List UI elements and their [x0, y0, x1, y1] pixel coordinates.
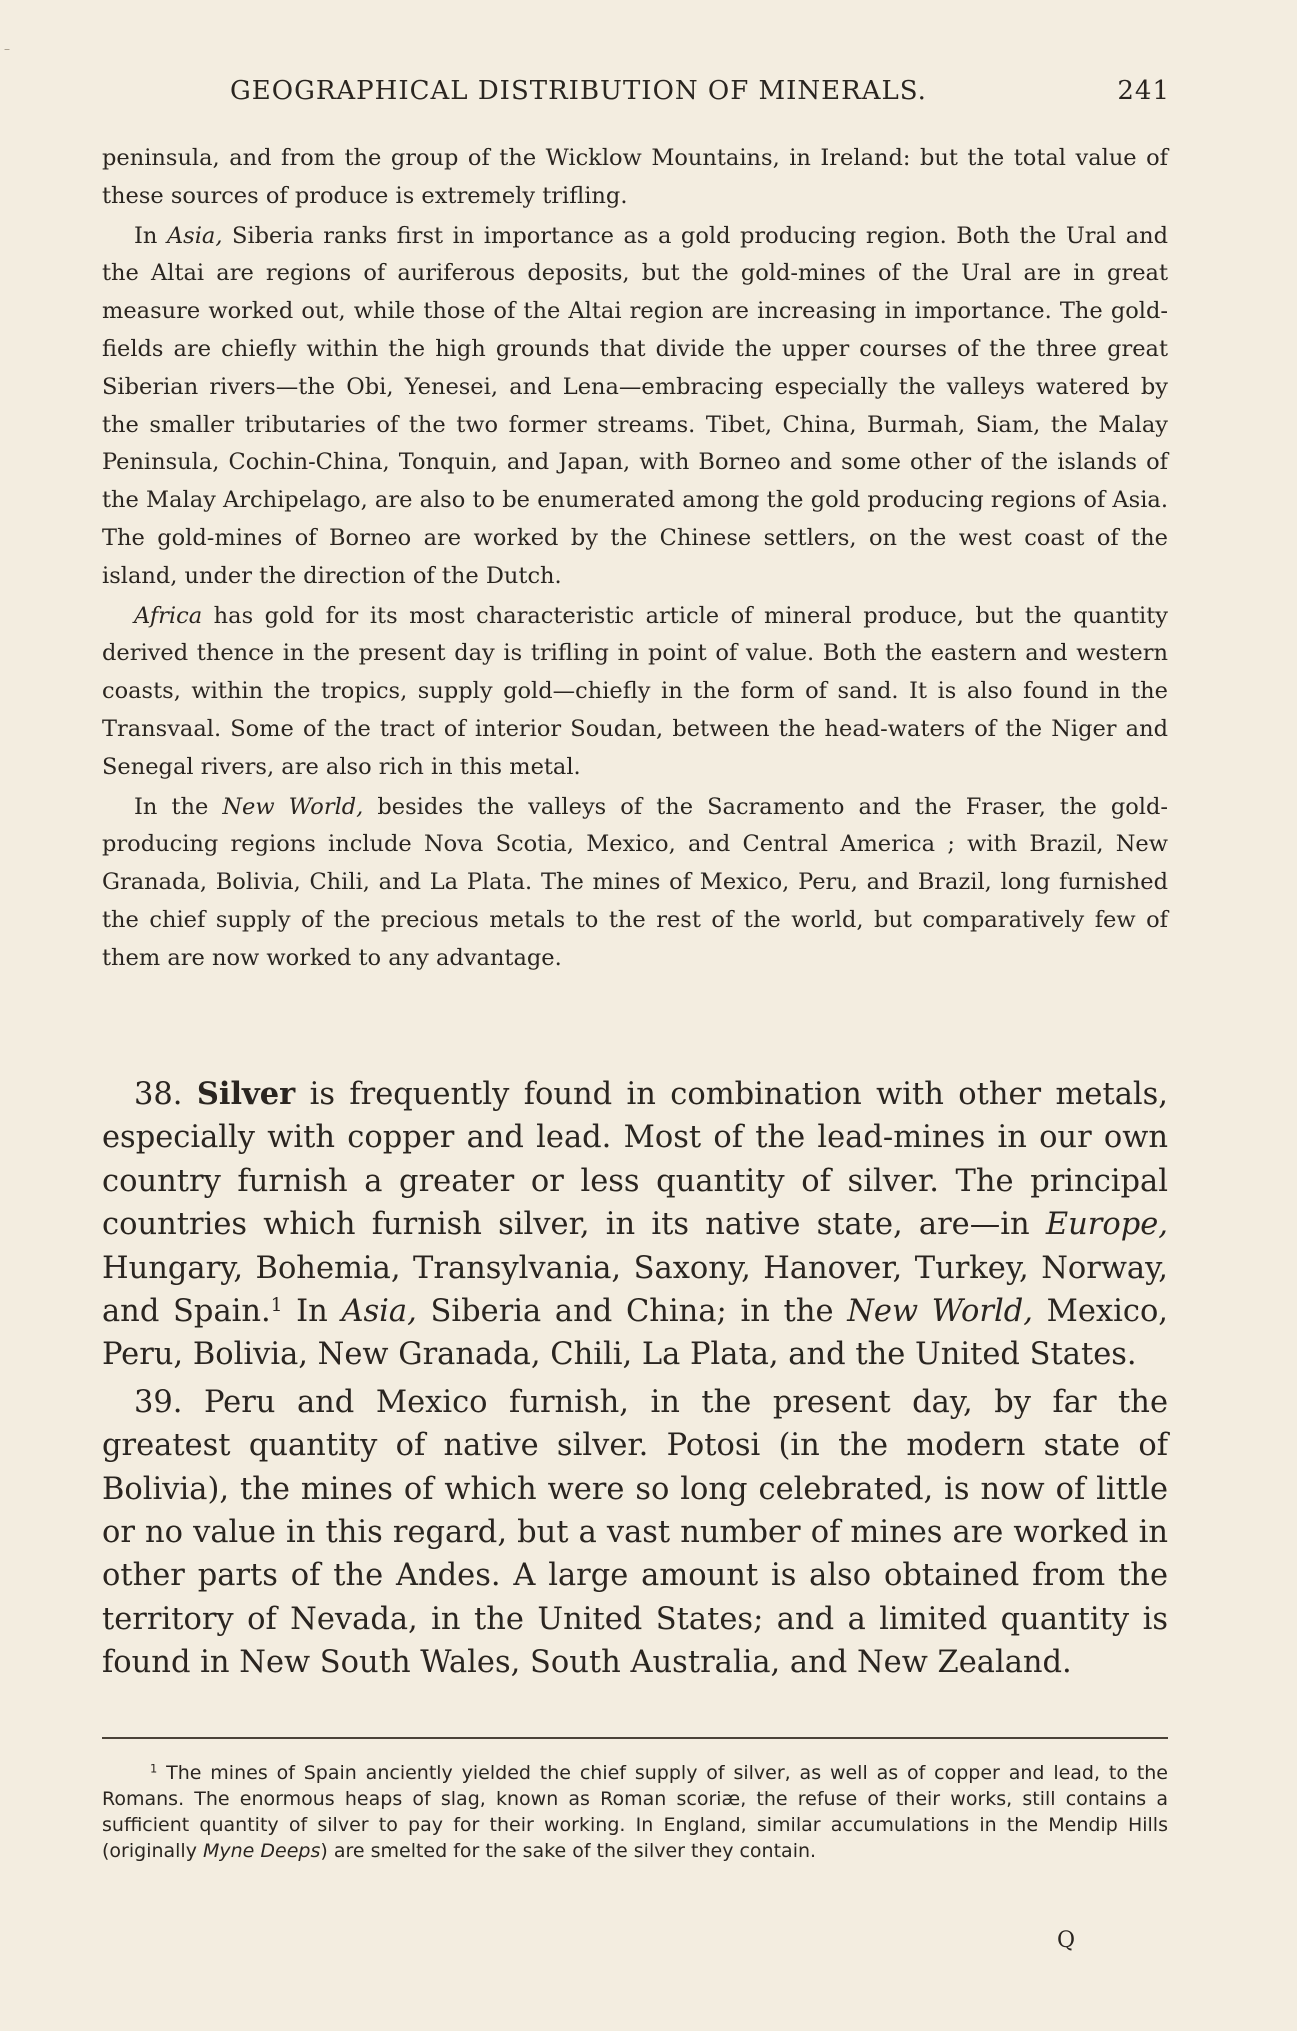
header-title: GEOGRAPHICAL DISTRIBUTION OF MINERALS. [230, 76, 927, 106]
paragraph-new-world: In the New World, besides the valleys of the Sacramento and the Fraser, the gold-producing regions include Nova Scotia, Mexico, and Central America ; with Brazil, New Granada, Bolivia, Chili, and La Plata. The mines of Mexico, Peru, and Brazil, long furnished the chief supply of the precious metals to the rest of the world, but comparatively few of them are now worked to any advantage. [102, 793, 1168, 971]
gold-section [102, 140, 1168, 980]
running-header [230, 76, 1170, 106]
paragraph-europe-continued: peninsula, and from the group of the Wicklow Mountains, in Ireland: but the total value of these sources of produce is extremely trifling. [102, 145, 1168, 209]
footnote-ref: 1 [270, 1294, 283, 1316]
paragraph-africa: Africa has gold for its most characteristic article of mineral produce, but the quantity derived thence in the present day is trifling in point of value. Both the eastern and western coasts, within the tropics, supply gold—chiefly in the form of sand. It is also found in the Transvaal. Some of the tract of interior Soudan, between the head-waters of the Niger and Senegal rivers, are also rich in this metal. [102, 602, 1168, 780]
footnote-rule [102, 1737, 1168, 1739]
footnote: $^1$ The mines of Spain anciently yielded the chief supply of silver, as well as of copper and lead, to the Romans. The enormous heaps of slag, known as Roman scoriæ, the refuse of their works, still contains a sufficient quantity of silver to pay for their working. In England, similar accumulations in the Mendip Hills (originally Myne Deeps) are smelted for the sake of the silver they contain. [102, 1761, 1168, 1862]
section-38: 38. Silver is frequently found in combination with other metals, especially with copper and lead. Most of the lead-mines in our own country furnish a greater or less quantity of silver. The principal countries which furnish silver, in its native state, are—in Europe, Hungary, Bohemia, Transylvania, Saxony, Hanover, Turkey, Norway, and Spain.$^1$ In Asia, Siberia and China; in the New World, Mexico, Peru, Bolivia, New Granada, Chili, La Plata, and the United States. [102, 1076, 1169, 1373]
section-39: 39. Peru and Mexico furnish, in the present day, by far the greatest quantity of native silver. Potosi (in the modern state of Bolivia), the mines of which were so long celebrated, is now of little or no value in this regard, but a vast number of mines are worked in other parts of the Andes. A large amount is also obtained from the territory of Nevada, in the United States; and a limited quantity is found in New South Wales, South Australia, and New Zealand. [102, 1384, 1168, 1681]
footnote-marker: 1 [150, 1761, 158, 1776]
silver-section [102, 1073, 1168, 1689]
paragraph-asia: In Asia, Siberia ranks first in importance as a gold producing region. Both the Ural and the Altai are regions of auriferous deposits, but the gold-mines of the Ural are in great measure worked out, while those of the Altai region are increasing in importance. The gold-fields are chiefly within the high grounds that divide the upper courses of the three great Siberian rivers—the Obi, Yenesei, and Lena—embracing especially the valleys watered by the smaller tributaries of the two former streams. Tibet, China, Burmah, Siam, the Malay Peninsula, Cochin-China, Tonquin, and Japan, with Borneo and some other of the islands of the Malay Archipelago, are also to be enumerated among the gold producing regions of Asia. The gold-mines of Borneo are worked by the Chinese settlers, on the west coast of the island, under the direction of the Dutch. [102, 222, 1169, 589]
page-number: 241 [1117, 76, 1170, 106]
margin-mark: – [4, 42, 10, 56]
signature-mark: Q [1057, 1928, 1076, 1953]
